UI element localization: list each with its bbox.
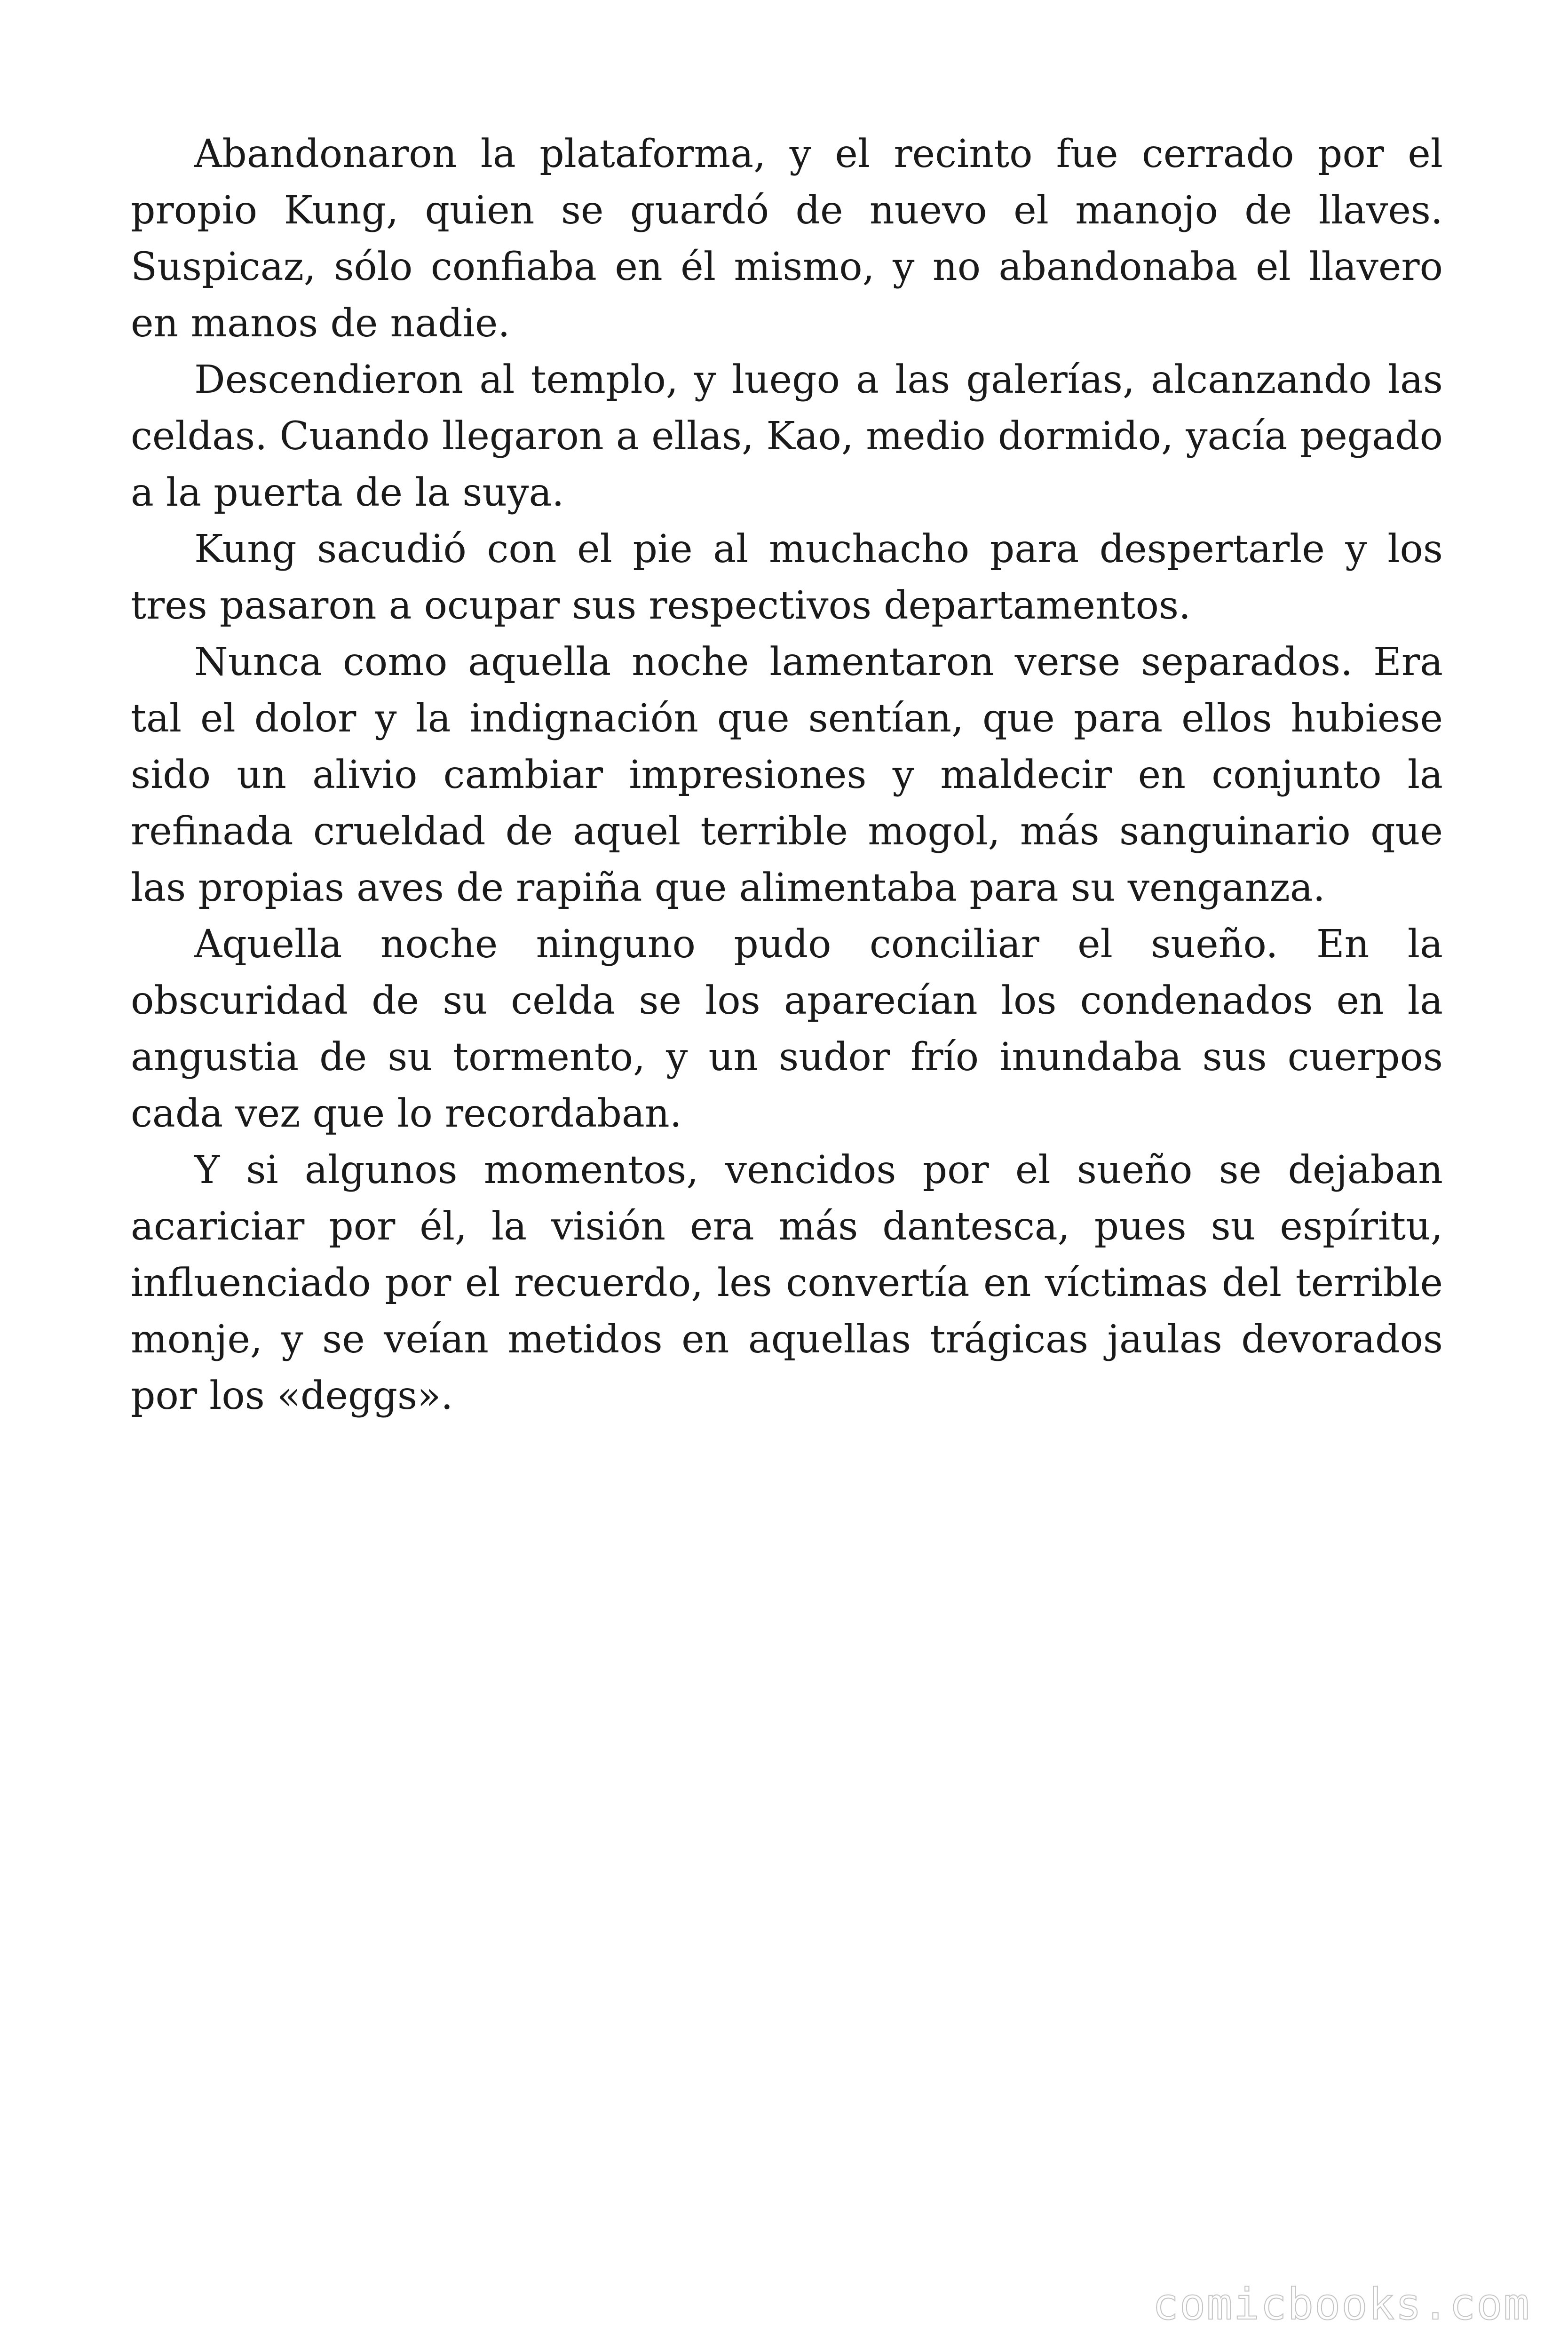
paragraph: Y si algunos momentos, vencidos por el sueño se dejaban acariciar por él, la visión era más dantesca, pues su espíritu, influenciado por el recuerdo, les convertía en víctimas del terrible monje, y se veían metidos en aquellas trágicas jaulas devorados por los «deggs».	[131, 1148, 1443, 1418]
paragraph: Descendieron al templo, y luego a las galerías, alcanzando las celdas. Cuando llegaron a ellas, Kao, medio dormido, yacía pegado a la puerta de la suya.	[131, 358, 1443, 515]
page-body-text	[131, 126, 1443, 1424]
paragraph: Kung sacudió con el pie al muchacho para despertarle y los tres pasaron a ocupar sus respectivos departamentos.	[131, 527, 1443, 628]
paragraph: Aquella noche ninguno pudo conciliar el sueño. En la obscuridad de su celda se los aparecían los condenados en la angustia de su tormento, y un sudor frío inundaba sus cuerpos cada vez que lo recordaban.	[131, 922, 1443, 1136]
paragraph: Nunca como aquella noche lamentaron verse separados. Era tal el dolor y la indignación que sentían, que para ellos hubiese sido un alivio cambiar impresiones y maldecir en conjunto la refinada crueldad de aquel terrible mogol, más sanguinario que las propias aves de rapiña que alimentaba para su venganza.	[131, 640, 1443, 910]
watermark-text: comicbooks.com	[1152, 2279, 1530, 2329]
paragraph: Abandonaron la plataforma, y el recinto fue cerrado por el propio Kung, quien se guardó de nuevo el manojo de llaves. Suspicaz, sólo confiaba en él mismo, y no abandonaba el llavero en manos de nadie.	[131, 132, 1443, 346]
